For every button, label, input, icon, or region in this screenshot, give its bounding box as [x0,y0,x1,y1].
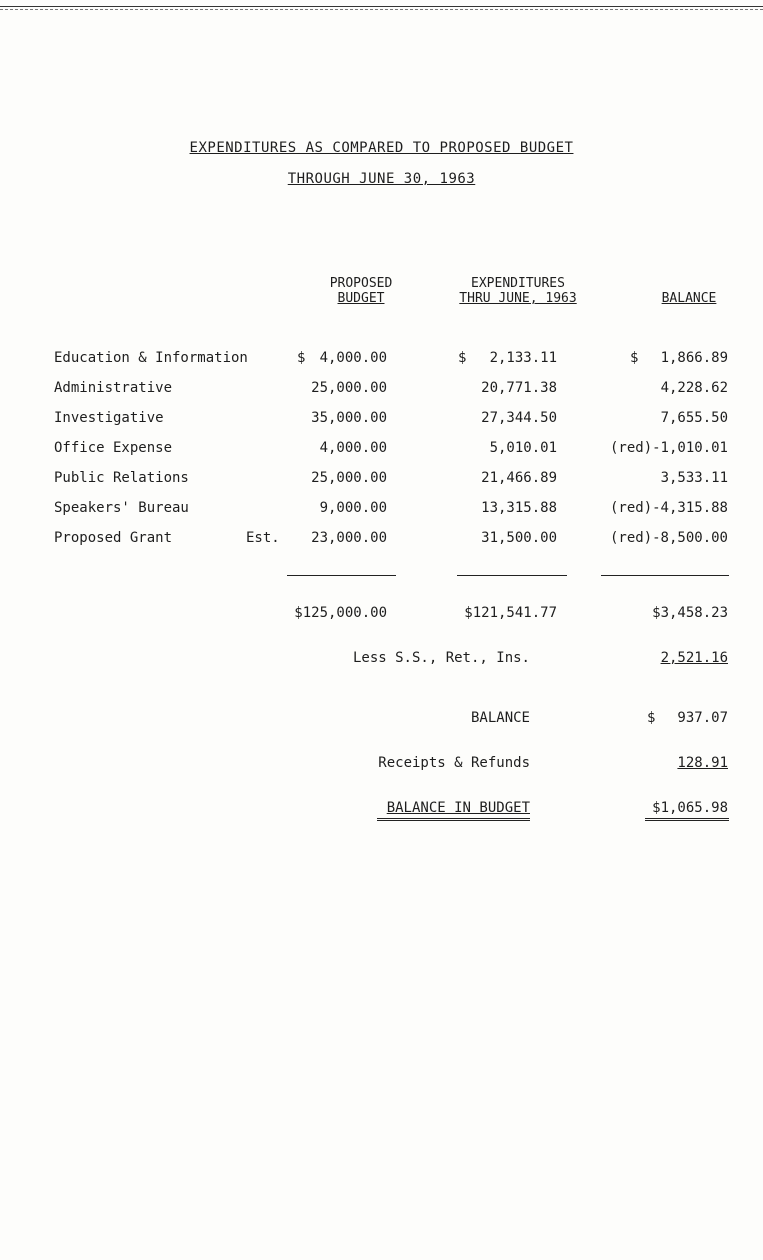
budget-investigative: 35,000.00 [311,410,387,426]
balance-education: 1,866.89 [660,350,728,366]
budget-administrative: 25,000.00 [311,380,387,396]
expend-public-relations: 21,466.89 [481,470,557,486]
receipts-refunds-value: 128.91 [677,755,728,771]
total-rule-balance [601,575,729,576]
header-balance: BALANCE [661,291,717,306]
total-budget: $125,000.00 [294,605,387,621]
balance-public-relations: 3,533.11 [660,470,728,486]
budget-public-relations: 25,000.00 [311,470,387,486]
expend-proposed-grant: 31,500.00 [481,530,557,546]
row-label-education: Education & Information [54,350,248,366]
header-expenditures [448,276,588,306]
header-proposed-line2: BUDGET [337,291,385,306]
budget-education: 4,000.00 [319,350,387,366]
final-double-rule-label [377,818,530,821]
balance-label: BALANCE [470,710,530,726]
expend-investigative: 27,344.50 [481,410,557,426]
header-expenditures-line1: EXPENDITURES [471,276,565,291]
row-label-investigative: Investigative [54,410,164,426]
total-expenditures: $121,541.77 [464,605,557,621]
balance-value: 937.07 [677,710,728,726]
page-subtitle: THROUGH JUNE 30, 1963 [287,171,476,187]
final-double-rule-value [645,818,729,821]
less-deductions-label: Less S.S., Ret., Ins. [352,650,530,666]
dollar-sign: $ [630,350,639,366]
dollar-sign: $ [458,350,467,366]
top-border-line [0,6,763,7]
row-label-administrative: Administrative [54,380,173,396]
top-border-dash [0,9,763,10]
balance-speakers-bureau: (red)-4,315.88 [609,500,728,516]
expend-office-expense: 5,010.01 [489,440,557,456]
balance-office-expense: (red)-1,010.01 [609,440,728,456]
budget-speakers-bureau: 9,000.00 [319,500,387,516]
header-proposed-budget [322,276,400,306]
budget-proposed-grant: 23,000.00 [311,530,387,546]
expend-administrative: 20,771.38 [481,380,557,396]
page-title: EXPENDITURES AS COMPARED TO PROPOSED BUDGET [189,140,574,156]
budget-office-expense: 4,000.00 [319,440,387,456]
expend-education: 2,133.11 [489,350,557,366]
dollar-sign: $ [297,350,306,366]
total-rule-budget [287,575,396,576]
row-label-public-relations: Public Relations [54,470,189,486]
row-label-office-expense: Office Expense [54,440,173,456]
receipts-refunds-label: Receipts & Refunds [378,755,530,771]
dollar-sign: $ [647,710,656,726]
balance-in-budget-value: $1,065.98 [652,800,728,816]
balance-investigative: 7,655.50 [660,410,728,426]
row-note-est: Est. [246,530,280,546]
expend-speakers-bureau: 13,315.88 [481,500,557,516]
row-label-proposed-grant: Proposed Grant [54,530,173,546]
less-deductions-value: 2,521.16 [660,650,728,666]
total-rule-expenditures [457,575,567,576]
total-balance: $3,458.23 [652,605,728,621]
balance-administrative: 4,228.62 [660,380,728,396]
row-label-speakers-bureau: Speakers' Bureau [54,500,189,516]
balance-proposed-grant: (red)-8,500.00 [609,530,728,546]
header-expenditures-line2: THRU JUNE, 1963 [459,291,577,306]
balance-in-budget-label: BALANCE IN BUDGET [386,800,530,816]
header-proposed-line1: PROPOSED [329,276,393,291]
